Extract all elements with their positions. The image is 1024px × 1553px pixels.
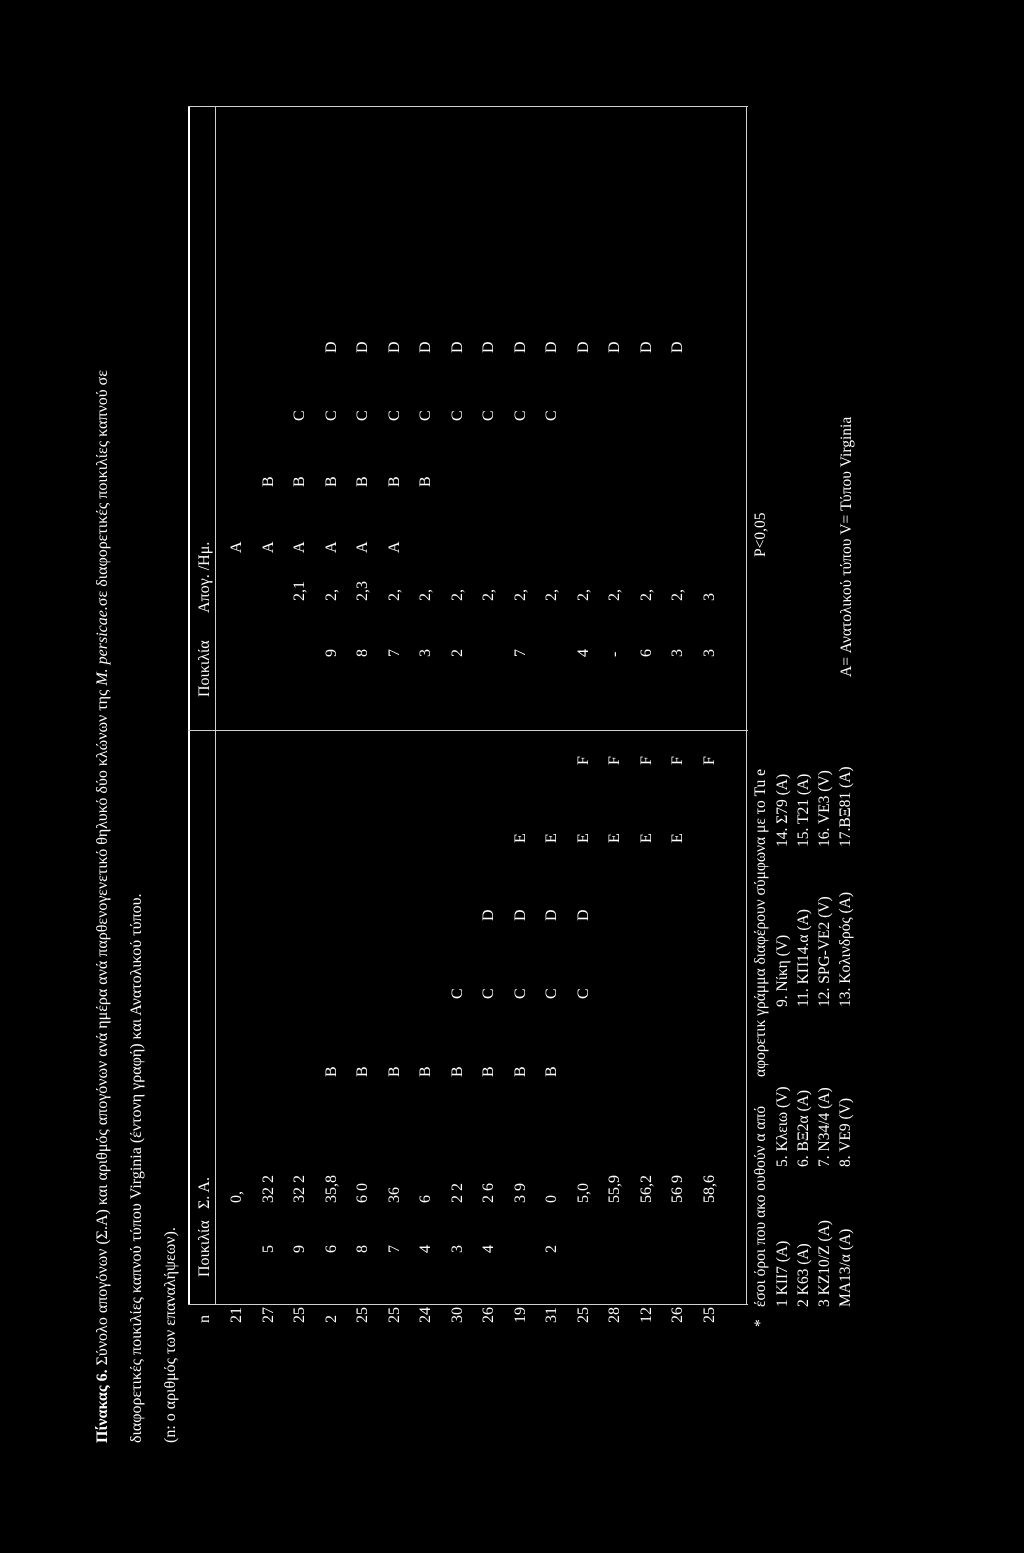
cell-n: 25 [386, 1307, 403, 1323]
cell-group-total: C [480, 988, 497, 999]
cell-group-per-day: C [417, 410, 434, 421]
cell-n: 31 [543, 1307, 560, 1323]
cell-n: 26 [480, 1307, 497, 1323]
cell-group-total: C [449, 988, 466, 999]
cell-n: 2 [323, 1315, 340, 1323]
caption-line-1 [94, 370, 112, 1443]
cell-group-per-day: D [543, 341, 560, 353]
legend-entry: 16. VE3 (V) [816, 770, 833, 847]
cell-variety: 4 [480, 1245, 497, 1253]
legend-entry: 1 KII7 (A) [774, 1240, 791, 1307]
cell-group-per-day: B [323, 476, 340, 487]
cell-total: 56,2 [638, 1175, 655, 1203]
cell-group-per-day: D [512, 341, 529, 353]
cell-total: 35,8 [323, 1175, 340, 1203]
header-rule [215, 107, 216, 1305]
cell-per-day: 2,3 [354, 581, 371, 601]
cell-per-day: 2, [386, 589, 403, 601]
cell-total: 3 9 [512, 1183, 529, 1203]
table-bottom-rule [746, 107, 747, 1305]
cell-per-day: 2, [638, 589, 655, 601]
cell-group-per-day: C [543, 410, 560, 421]
cell-total: 56 9 [669, 1175, 686, 1203]
cell-variety: 2 [543, 1245, 560, 1253]
cell-group-per-day: A [323, 541, 340, 553]
cell-total: 0, [228, 1191, 245, 1203]
cell-group-total: E [669, 833, 686, 843]
footnote-text-2: αφορετικ γράμμα διαφέρουν σύμφωνα με το Tu e [752, 768, 769, 1077]
footnote-text: έσοι όροι που ακο ουθούν α από [752, 1105, 769, 1307]
caption-note: (n: ο αριθμός των επαναλήψεων). [162, 1227, 179, 1443]
cell-group-per-day: C [480, 410, 497, 421]
legend-entry: 15. T21 (A) [795, 773, 812, 847]
cell-total: 32 2 [260, 1175, 277, 1203]
caption-text: Σύνολο απογόνων (Σ.Α) και αριθμός απογόνων ανά ημέρα ανά παρθενογενετικό θηλυκό δύο κλώνων της [94, 689, 111, 1366]
legend-entry: 8. VE9 (V) [837, 1097, 854, 1167]
cell-variety: 6 [323, 1245, 340, 1253]
cell-total: 5,0 [575, 1183, 592, 1203]
cell-group-per-day: A [228, 541, 245, 553]
cell-n: 27 [260, 1307, 277, 1323]
legend-entry: 2 K63 (A) [795, 1243, 812, 1307]
table-middle-rule [188, 730, 748, 731]
cell-n: 21 [228, 1307, 245, 1323]
cell-variety: 4 [417, 1245, 434, 1253]
cell-group-total: D [575, 909, 592, 921]
cell-group-per-day: D [323, 341, 340, 353]
legend-entry: 11. KΠ14.α (A) [795, 909, 812, 1007]
cell-per-day: 2, [417, 589, 434, 601]
cell-total: 6 0 [354, 1183, 371, 1203]
cell-group-total: C [512, 988, 529, 999]
cell-n: 25 [291, 1307, 308, 1323]
cell-group-total: D [512, 909, 529, 921]
cell-variety-2: 4 [575, 649, 592, 657]
cell-n: 25 [701, 1307, 718, 1323]
cell-group-per-day: A [386, 541, 403, 553]
cell-group-per-day: C [449, 410, 466, 421]
cell-group-per-day: D [354, 341, 371, 353]
cell-group-total: D [480, 909, 497, 921]
cell-n: 28 [606, 1307, 623, 1323]
cell-group-total: E [543, 833, 560, 843]
cell-total: 0 [543, 1195, 560, 1203]
cell-group-per-day: A [260, 541, 277, 553]
cell-total: 58,6 [701, 1175, 718, 1203]
cell-group-per-day: D [386, 341, 403, 353]
footnote-star: * [752, 1319, 769, 1327]
footnote-p: P<0,05 [752, 512, 769, 557]
cell-variety-2: 3 [701, 649, 718, 657]
header-variety-2: Ποικιλία [196, 640, 213, 697]
cell-total: 55,9 [606, 1175, 623, 1203]
cell-n: 12 [638, 1307, 655, 1323]
cell-variety-2: 6 [638, 649, 655, 657]
cell-group-per-day: D [669, 341, 686, 353]
cell-group-total: B [417, 1066, 434, 1077]
cell-variety-2: 3 [669, 649, 686, 657]
cell-per-day: 2, [449, 589, 466, 601]
cell-per-day: 2, [575, 589, 592, 601]
cell-group-total: F [669, 756, 686, 765]
header-total: Σ. Α. [196, 1177, 213, 1209]
cell-variety-2: 7 [512, 649, 529, 657]
cell-group-total: F [701, 756, 718, 765]
cell-group-per-day: D [449, 341, 466, 353]
cell-group-total: F [575, 756, 592, 765]
cell-per-day: 2, [606, 589, 623, 601]
cell-total: 32 2 [291, 1175, 308, 1203]
cell-n: 19 [512, 1307, 529, 1323]
cell-total: 2 2 [449, 1183, 466, 1203]
cell-total: 6 [417, 1195, 434, 1203]
cell-group-total: B [480, 1066, 497, 1077]
cell-variety: 7 [386, 1245, 403, 1253]
cell-variety-2: 2 [449, 649, 466, 657]
cell-per-day: 2, [669, 589, 686, 601]
cell-group-per-day: D [417, 341, 434, 353]
header-per-day: Απογ. /Ημ. [196, 541, 213, 613]
legend-entry: 14. Σ79 (A) [774, 773, 791, 847]
legend-entry: 3 KZ10/Z (A) [816, 1220, 833, 1307]
cell-group-total: B [512, 1066, 529, 1077]
cell-group-per-day: D [575, 341, 592, 353]
cell-per-day: 2, [543, 589, 560, 601]
cell-n: 30 [449, 1307, 466, 1323]
cell-variety-2: 9 [323, 649, 340, 657]
header-n: n [196, 1315, 213, 1323]
cell-group-per-day: D [606, 341, 623, 353]
cell-per-day: 2, [480, 589, 497, 601]
header-variety: Ποικιλία [196, 1220, 213, 1277]
cell-group-total: C [575, 988, 592, 999]
cell-variety-2: 3 [417, 649, 434, 657]
cell-group-total: E [606, 833, 623, 843]
cell-group-total: E [512, 833, 529, 843]
cell-group-total: B [323, 1066, 340, 1077]
cell-per-day: 2,1 [291, 581, 308, 601]
cell-per-day: 2, [512, 589, 529, 601]
cell-group-per-day: D [638, 341, 655, 353]
cell-group-total: B [354, 1066, 371, 1077]
cell-group-per-day: B [354, 476, 371, 487]
cell-group-per-day: B [260, 476, 277, 487]
cell-n: 25 [354, 1307, 371, 1323]
cell-n: 26 [669, 1307, 686, 1323]
legend-entry: 5. Κλειω (V) [774, 1086, 791, 1167]
cell-group-total: B [386, 1066, 403, 1077]
table-right-rule [188, 106, 748, 107]
cell-group-total: F [638, 756, 655, 765]
table-top-rule [188, 107, 190, 1305]
cell-group-per-day: C [386, 410, 403, 421]
legend-key: A= Ανατολικού τύπου V= Τύπου Virginia [838, 416, 855, 677]
cell-group-per-day: C [354, 410, 371, 421]
cell-group-per-day: C [512, 410, 529, 421]
legend-entry: 9. Νίκη (V) [774, 934, 791, 1007]
cell-variety-2: 7 [386, 649, 403, 657]
cell-group-total: E [638, 833, 655, 843]
cell-per-day: 3 [701, 593, 718, 601]
cell-group-per-day: B [386, 476, 403, 487]
cell-group-per-day: A [291, 541, 308, 553]
cell-variety-2: 8 [354, 649, 371, 657]
caption-line-2: διαφορετικές ποικιλίες καπνού τύπου Virginia (έντονη γραφή) και Ανατολικού τύπου. [128, 893, 145, 1443]
cell-n: 24 [417, 1307, 434, 1323]
cell-variety-2: - [606, 651, 623, 657]
caption-label: Πίνακας 6. [94, 1369, 111, 1443]
cell-variety: 5 [260, 1245, 277, 1253]
cell-group-total: E [575, 833, 592, 843]
cell-variety: 3 [449, 1245, 466, 1253]
legend-entry: 6. BΞ2α (A) [795, 1089, 812, 1167]
cell-group-total: C [543, 988, 560, 999]
legend-entry: 13. Κολινδρός (A) [837, 891, 854, 1007]
cell-n: 25 [575, 1307, 592, 1323]
legend-entry: 17.BΞ81 (A) [837, 766, 854, 847]
cell-group-per-day: D [480, 341, 497, 353]
cell-group-total: F [606, 756, 623, 765]
cell-group-total: B [449, 1066, 466, 1077]
legend-entry: 12. SPG-VE2 (V) [816, 896, 833, 1007]
cell-group-per-day: B [417, 476, 434, 487]
cell-variety: 9 [291, 1245, 308, 1253]
cell-group-total: B [543, 1066, 560, 1077]
legend-entry: 7. N34/4 (A) [816, 1087, 833, 1167]
cell-group-per-day: A [354, 541, 371, 553]
table-left-rule [188, 1304, 748, 1305]
cell-group-per-day: B [291, 476, 308, 487]
cell-variety: 8 [354, 1245, 371, 1253]
caption-text-end: σε διαφορετικές ποικιλίες καπνού σε [94, 370, 111, 607]
cell-group-per-day: C [323, 410, 340, 421]
cell-per-day: 2, [323, 589, 340, 601]
cell-total: 2 6 [480, 1183, 497, 1203]
cell-total: 36 [386, 1187, 403, 1203]
legend-entry: MA13/α (A) [837, 1228, 854, 1307]
cell-group-per-day: C [291, 410, 308, 421]
caption-species: M. persicae. [94, 606, 111, 686]
cell-group-total: D [543, 909, 560, 921]
